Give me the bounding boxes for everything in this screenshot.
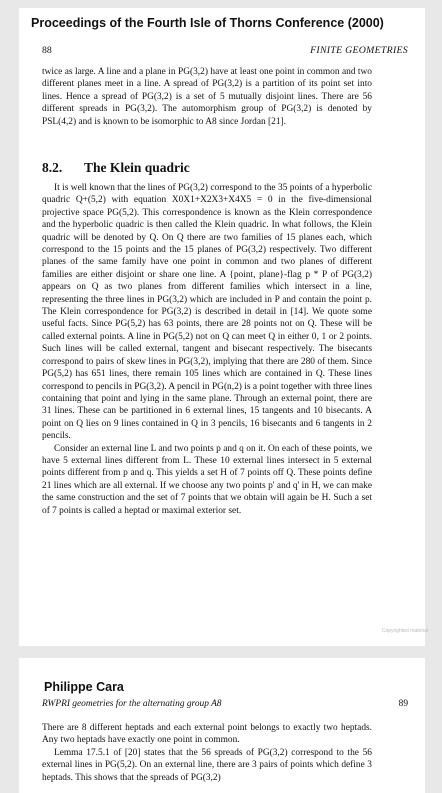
paragraph: It is well known that the lines of PG(3,2) correspond to the 35 points of a hyperbolic quadric Q+(5,2) with equation X0X1+X2X3+X4X5 = 0 in the five-dimensional projective space PG(5,2). This correspondence is known as the Klein correspondence and the hyperbolic quadric is then called the Klein quadric. In what follows, the Klein quadric will be denoted by Q. On Q there are two families of 15 planes each, which correspond to the 15 points and the 15 planes of PG(3,2) respectively. Two different planes of the same family have one point in common and two planes of different families are either disjoint or share one line. A {point, plane}-flag p * P of PG(3,2) appears on Q as two planes from different families which intersect in a line, representing the three lines in PG(3,2) which are included in P and contain the point p. The Klein correspondence for PG(3,2) is described in detail in [14]. We quote some useful facts. Since PG(5,2) has 63 points, there are 28 points not on Q. These will be called external points. A line in PG(5,2) not on Q can meet Q in either 0, 1 or 2 points. Such lines will be called external, tangent and bisecant respectively. The bisecants correspond to pairs of skew lines in PG(3,2), implying that there are 280 of them. Since PG(5,2) has 651 lines, there remain 105 lines which are contained in Q. These lines correspond to pencils in PG(3,2). A pencil in PG(n,2) is a point together with three lines containing that point and lying in the same plane. Through an external point, there are 31 lines. These can be partitioned in 6 external lines, 15 tangents and 10 bisecants. A point on Q lies on 9 lines contained in Q in 3 pencils, 16 bisecants and 6 tangents in 2 pencils. (42, 183, 372, 442)
watermark: Copyrighted material (381, 628, 428, 634)
page-number: 88 (42, 45, 52, 56)
book-title: Proceedings of the Fourth Isle of Thorns Conference (2000) (31, 16, 384, 30)
paragraph: Lemma 17.5.1 of [20] states that the 56 spreads of PG(3,2) correspond to the 56 external lines in PG(5,2). On an external line, there are 3 pairs of points which define 3 heptads. This shows that the spreads of PG(3,2) (42, 747, 372, 783)
running-title: FINITE GEOMETRIES (310, 45, 408, 56)
intro-paragraph (42, 66, 372, 128)
section-title: The Klein quadric (84, 160, 190, 175)
section-heading (42, 160, 190, 176)
paragraph: Consider an external line L and two points p and q on it. On each of these points, we have 5 external lines different from L. These 10 external lines intersect in 5 external points different from p and q. This yields a set H of 7 points off Q. These points define 21 lines which are all external. If we choose any two points p' and q' in H, we can make the same construction and the set of 7 points that we obtain will again be H. Such a set of 7 points is called a heptad or maximal exterior set. (42, 443, 372, 516)
section-body (42, 182, 372, 517)
paragraph: There are 8 different heptads and each external point belongs to exactly two heptads. Any two heptads have exactly one point in common. (42, 723, 372, 746)
page2-body (42, 722, 372, 784)
running-title: RWPRI geometries for the alternating group A8 (42, 699, 222, 709)
page-number: 89 (398, 699, 408, 709)
author-name: Philippe Cara (44, 680, 124, 694)
intro-text: twice as large. A line and a plane in PG(3,2) have at least one point in common and two different planes meet in a line. A spread of PG(3,2) is a partition of its point set into lines. Hence a spread of PG(3,2) is a set of 5 mutually disjoint lines. There are 56 different spreads in PG(3,2). The automorphism group of PG(3,2) is denoted by PSL(4,2) and is known to be isomorphic to A8 since Jordan [21]. (42, 67, 372, 127)
section-number: 8.2. (42, 160, 63, 175)
